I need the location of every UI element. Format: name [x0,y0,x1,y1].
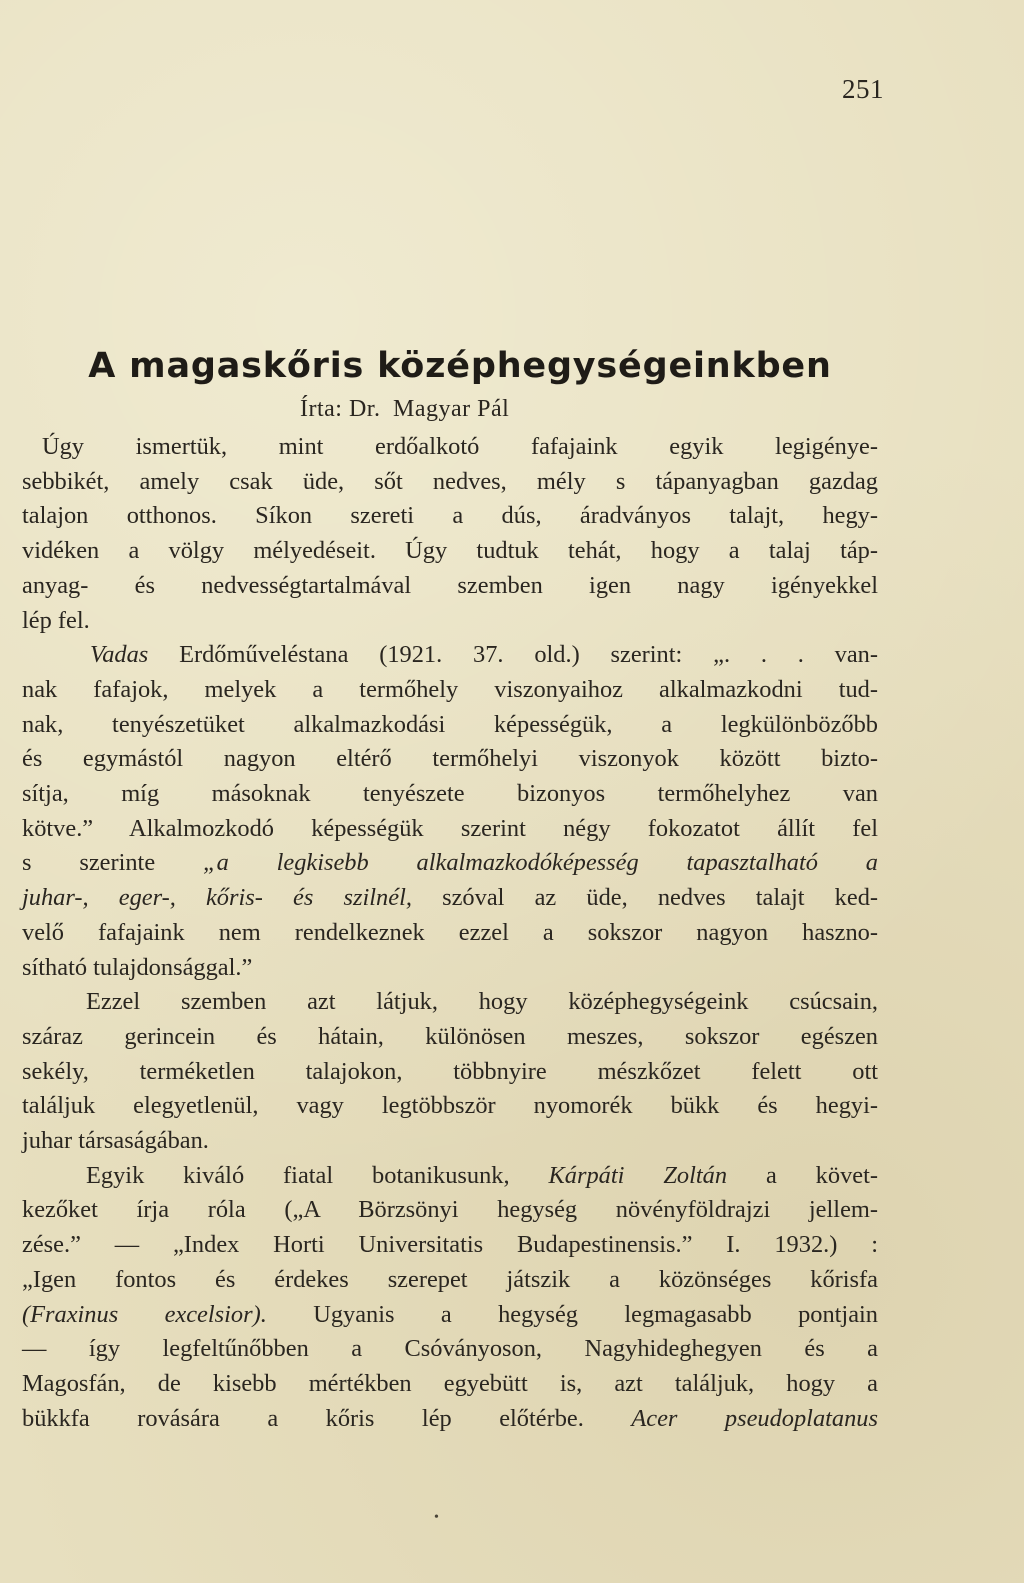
byline [300,396,509,423]
paragraph-4 [22,1159,878,1437]
text-line: kötve.” Alkalmozkodó képességük szerint négy fokozatot állít fel [22,814,878,842]
text-line: nak, tenyészetüket alkalmazkodási képességük, a legkülönbözőbb [22,710,878,738]
text-line-with-quote: juhar-, eger-, kőris- és szilnél, szóval az üde, nedves talajt ked- [22,884,879,912]
botanist-name: Kárpáti Zoltán [548,1161,728,1189]
text-line: Úgy ismertük, mint erdőalkotó fafajaink egyik legigénye- [42,433,878,460]
text-line: zése.” — „Index Horti Universitatis Budapestinensis.” I. 1932.) : [22,1231,878,1259]
italic-quote-2: juhar-, eger-, kőris- és szilnél, [22,884,412,912]
text-line: „Igen fontos és érdekes szerepet játszik a közönséges kőrisfa [22,1265,878,1293]
text-line: kezőket írja róla („A Börzsönyi hegység növényföldrajzi jellem- [22,1196,878,1224]
text-line: és egymástól nagyon eltérő termőhelyi viszonyok között bizto- [22,745,878,773]
text-line: Magosfán, de kisebb mértékben egyebütt is, azt találjuk, hogy a [22,1369,878,1397]
cited-author: Vadas [90,641,149,669]
byline-author: Magyar Pál [392,396,510,422]
byline-prefix: Írta: Dr. [300,396,381,422]
text-line: nak fafajok, melyek a termőhely viszonyaihoz alkalmazkodni tud- [22,675,878,703]
text-line-rest: Erdőműveléstana (1921. 37. old.) szerint: „. . . van- [148,641,878,669]
text-line: juhar társaságában. [22,1127,209,1155]
text-line: sebbikét, amely csak üde, sőt nedves, mély s tápanyagban gazdag [22,467,878,495]
text-line: találjuk elegyetlenül, vagy legtöbbször nyomorék bükk és hegyi- [22,1092,878,1120]
text-line-with-name: Egyik kiváló fiatal botanikusunk, Kárpáti Zoltán a követ- [86,1161,878,1189]
text-line: Ezzel szemben azt látjuk, hogy középhegységeink csúcsain, [86,988,878,1016]
article-title: A magaskőris középhegységeinkben [88,346,832,386]
text-line-with-citation [22,638,878,673]
text-line: sítja, míg másoknak tenyészete bizonyos termőhelyhez van [22,780,878,808]
text-line: lép fel. [22,606,90,634]
italic-quote: „a legkisebb alkalmazkodóképesség tapasztalható a [203,849,878,877]
text-line: sekély, terméketlen talajokon, többnyire mészkőzet felett ott [22,1057,878,1085]
text-line-with-species: bükkfa rovására a kőris lép előtérbe. Acer pseudoplatanus [22,1404,878,1432]
text-line: anyag- és nedvességtartalmával szemben igen nagy igényekkel [22,571,878,599]
species-name: (Fraxinus excelsior). [22,1300,267,1328]
text-line: sítható tulajdonsággal.” [22,953,253,981]
text-line-with-species: (Fraxinus excelsior). Ugyanis a hegység legmagasabb pontjain [22,1300,879,1328]
text-line: — így legfeltűnőbben a Csóványoson, Nagyhideghegyen és a [22,1335,878,1363]
page-mark: • [434,1510,439,1525]
species-name-2: Acer pseudoplatanus [631,1404,878,1432]
paragraph-2 [22,638,878,985]
text-line: velő fafajaink nem rendelkeznek ezzel a sokszor nagyon haszno- [22,918,878,946]
text-line: talajon otthonos. Síkon szereti a dús, áradványos talajt, hegy- [22,502,878,530]
text-line: száraz gerincein és hátain, különösen meszes, sokszor egészen [22,1022,878,1050]
text-line-with-quote: s szerinte „a legkisebb alkalmazkodóképesség tapasztalható a [22,849,878,877]
paragraph-1 [22,430,878,638]
paragraph-3 [22,985,878,1159]
article-body [22,430,878,1436]
page-number: 251 [842,74,884,104]
text-line: vidéken a völgy mélyedéseit. Úgy tudtuk tehát, hogy a talaj táp- [22,537,878,565]
